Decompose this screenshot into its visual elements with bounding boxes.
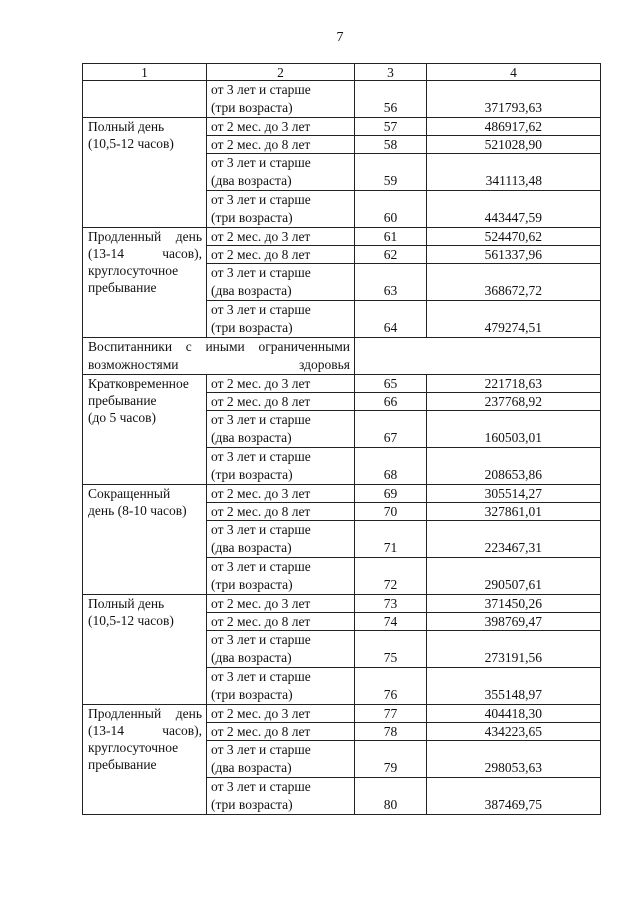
amount-cell: 355148,97 bbox=[427, 668, 601, 705]
amount-cell: 160503,01 bbox=[427, 411, 601, 448]
header-cell-4: 4 bbox=[427, 64, 601, 81]
table-row bbox=[83, 375, 601, 393]
amount-cell: 223467,31 bbox=[427, 521, 601, 558]
amount-cell: 368672,72 bbox=[427, 264, 601, 301]
section-empty-cell bbox=[355, 338, 601, 375]
table-row bbox=[83, 118, 601, 136]
row-number-cell: 73 bbox=[355, 595, 427, 613]
age-group-cell bbox=[207, 741, 355, 778]
row-number-cell: 65 bbox=[355, 375, 427, 393]
table-row bbox=[83, 228, 601, 246]
section-title-line: возможностями здоровья bbox=[88, 357, 350, 372]
amount-cell: 434223,65 bbox=[427, 723, 601, 741]
row-number-cell: 63 bbox=[355, 264, 427, 301]
age-group-line: от 2 мес. до 8 лет bbox=[211, 247, 311, 262]
amount-cell: 273191,56 bbox=[427, 631, 601, 668]
mode-cell bbox=[83, 118, 207, 228]
mode-line: Полный день bbox=[88, 119, 165, 134]
row-number-cell: 56 bbox=[355, 81, 427, 118]
amount-cell: 298053,63 bbox=[427, 741, 601, 778]
age-group-line: от 2 мес. до 3 лет bbox=[211, 486, 311, 501]
mode-line: Сокращенный bbox=[88, 486, 171, 501]
amount-cell: 341113,48 bbox=[427, 154, 601, 191]
section-row bbox=[83, 338, 601, 375]
age-group-line: от 2 мес. до 8 лет bbox=[211, 504, 311, 519]
age-group-line: (два возраста) bbox=[211, 173, 292, 188]
amount-cell: 404418,30 bbox=[427, 705, 601, 723]
age-group-line: (три возраста) bbox=[211, 797, 293, 812]
age-group-line: (два возраста) bbox=[211, 650, 292, 665]
amount-cell: 524470,62 bbox=[427, 228, 601, 246]
row-number-cell: 60 bbox=[355, 191, 427, 228]
age-group-line: от 2 мес. до 3 лет bbox=[211, 376, 311, 391]
age-group-line: (два возраста) bbox=[211, 430, 292, 445]
mode-cell bbox=[83, 485, 207, 595]
age-group-line: (два возраста) bbox=[211, 540, 292, 555]
age-group-line: от 3 лет и старше bbox=[211, 192, 311, 207]
age-group-line: от 3 лет и старше bbox=[211, 522, 311, 537]
page-number: 7 bbox=[336, 30, 344, 45]
age-group-cell bbox=[207, 631, 355, 668]
mode-line: круглосуточное bbox=[88, 263, 179, 278]
row-number-cell: 71 bbox=[355, 521, 427, 558]
age-group-cell bbox=[207, 118, 355, 136]
amount-cell: 290507,61 bbox=[427, 558, 601, 595]
mode-line: день (8-10 часов) bbox=[88, 503, 187, 518]
age-group-cell bbox=[207, 228, 355, 246]
header-cell-1: 1 bbox=[83, 64, 207, 81]
mode-line: Продленный день bbox=[88, 229, 202, 244]
header-row bbox=[83, 64, 601, 81]
amount-cell: 208653,86 bbox=[427, 448, 601, 485]
age-group-line: от 3 лет и старше bbox=[211, 632, 311, 647]
row-number-cell: 66 bbox=[355, 393, 427, 411]
age-group-cell bbox=[207, 264, 355, 301]
age-group-line: от 3 лет и старше bbox=[211, 155, 311, 170]
row-number-cell: 64 bbox=[355, 301, 427, 338]
mode-line: (10,5-12 часов) bbox=[88, 136, 174, 151]
row-number-cell: 76 bbox=[355, 668, 427, 705]
amount-cell: 398769,47 bbox=[427, 613, 601, 631]
age-group-line: от 3 лет и старше bbox=[211, 559, 311, 574]
row-number-cell: 69 bbox=[355, 485, 427, 503]
age-group-cell bbox=[207, 246, 355, 264]
mode-line: Полный день bbox=[88, 596, 165, 611]
age-group-line: от 2 мес. до 8 лет bbox=[211, 614, 311, 629]
mode-line: круглосуточное bbox=[88, 740, 179, 755]
mode-line: (10,5-12 часов) bbox=[88, 613, 174, 628]
age-group-line: (три возраста) bbox=[211, 577, 293, 592]
amount-cell: 237768,92 bbox=[427, 393, 601, 411]
age-group-line: (три возраста) bbox=[211, 687, 293, 702]
mode-cell bbox=[83, 228, 207, 338]
age-group-line: от 2 мес. до 8 лет bbox=[211, 137, 311, 152]
age-group-cell bbox=[207, 154, 355, 191]
table-row bbox=[83, 485, 601, 503]
row-number-cell: 59 bbox=[355, 154, 427, 191]
age-group-cell bbox=[207, 448, 355, 485]
age-group-line: от 3 лет и старше bbox=[211, 412, 311, 427]
section-title bbox=[83, 338, 355, 375]
age-group-line: от 2 мес. до 3 лет bbox=[211, 119, 311, 134]
age-group-line: от 2 мес. до 3 лет bbox=[211, 596, 311, 611]
amount-cell: 486917,62 bbox=[427, 118, 601, 136]
mode-line: пребывание bbox=[88, 393, 157, 408]
age-group-line: от 3 лет и старше bbox=[211, 779, 311, 794]
age-group-cell bbox=[207, 668, 355, 705]
age-group-line: от 2 мес. до 8 лет bbox=[211, 724, 311, 739]
age-group-line: от 2 мес. до 8 лет bbox=[211, 394, 311, 409]
row-number-cell: 80 bbox=[355, 778, 427, 815]
age-group-line: (три возраста) bbox=[211, 320, 293, 335]
row-number-cell: 57 bbox=[355, 118, 427, 136]
row-number-cell: 72 bbox=[355, 558, 427, 595]
age-group-line: от 3 лет и старше bbox=[211, 82, 311, 97]
mode-cell bbox=[83, 375, 207, 485]
amount-cell: 221718,63 bbox=[427, 375, 601, 393]
mode-line: (13-14 часов), bbox=[88, 246, 202, 261]
age-group-cell bbox=[207, 613, 355, 631]
age-group-line: (два возраста) bbox=[211, 283, 292, 298]
mode-line: Продленный день bbox=[88, 706, 202, 721]
age-group-line: (три возраста) bbox=[211, 467, 293, 482]
age-group-line: от 3 лет и старше bbox=[211, 265, 311, 280]
age-group-cell bbox=[207, 136, 355, 154]
row-number-cell: 61 bbox=[355, 228, 427, 246]
mode-cell bbox=[83, 81, 207, 118]
amount-cell: 521028,90 bbox=[427, 136, 601, 154]
age-group-cell bbox=[207, 411, 355, 448]
header-cell-3: 3 bbox=[355, 64, 427, 81]
age-group-cell bbox=[207, 81, 355, 118]
row-number-cell: 78 bbox=[355, 723, 427, 741]
row-number-cell: 68 bbox=[355, 448, 427, 485]
amount-cell: 443447,59 bbox=[427, 191, 601, 228]
row-number-cell: 58 bbox=[355, 136, 427, 154]
row-number-cell: 70 bbox=[355, 503, 427, 521]
amount-cell: 561337,96 bbox=[427, 246, 601, 264]
age-group-cell bbox=[207, 393, 355, 411]
age-group-cell bbox=[207, 705, 355, 723]
age-group-cell bbox=[207, 595, 355, 613]
row-number-cell: 67 bbox=[355, 411, 427, 448]
amount-cell: 327861,01 bbox=[427, 503, 601, 521]
age-group-cell bbox=[207, 191, 355, 228]
age-group-line: от 3 лет и старше bbox=[211, 742, 311, 757]
table-row bbox=[83, 81, 601, 118]
age-group-line: (два возраста) bbox=[211, 760, 292, 775]
mode-line: Кратковременное bbox=[88, 376, 189, 391]
age-group-cell bbox=[207, 301, 355, 338]
age-group-cell bbox=[207, 375, 355, 393]
table-row bbox=[83, 595, 601, 613]
age-group-line: от 3 лет и старше bbox=[211, 669, 311, 684]
mode-cell bbox=[83, 705, 207, 815]
amount-cell: 371793,63 bbox=[427, 81, 601, 118]
age-group-cell bbox=[207, 778, 355, 815]
section-title-line: Воспитанники с иными ограниченными bbox=[88, 339, 350, 354]
age-group-line: от 3 лет и старше bbox=[211, 449, 311, 464]
table-row bbox=[83, 705, 601, 723]
mode-line: пребывание bbox=[88, 280, 157, 295]
amount-cell: 479274,51 bbox=[427, 301, 601, 338]
row-number-cell: 79 bbox=[355, 741, 427, 778]
row-number-cell: 75 bbox=[355, 631, 427, 668]
amount-cell: 305514,27 bbox=[427, 485, 601, 503]
age-group-cell bbox=[207, 521, 355, 558]
row-number-cell: 77 bbox=[355, 705, 427, 723]
header-cell-2: 2 bbox=[207, 64, 355, 81]
amount-cell: 387469,75 bbox=[427, 778, 601, 815]
age-group-line: от 2 мес. до 3 лет bbox=[211, 229, 311, 244]
age-group-line: от 2 мес. до 3 лет bbox=[211, 706, 311, 721]
amount-cell: 371450,26 bbox=[427, 595, 601, 613]
age-group-cell bbox=[207, 723, 355, 741]
mode-line: (до 5 часов) bbox=[88, 410, 157, 425]
tariff-table bbox=[82, 63, 601, 815]
mode-cell bbox=[83, 595, 207, 705]
mode-line: (13-14 часов), bbox=[88, 723, 202, 738]
age-group-line: (три возраста) bbox=[211, 210, 293, 225]
age-group-line: от 3 лет и старше bbox=[211, 302, 311, 317]
age-group-cell bbox=[207, 485, 355, 503]
mode-line: пребывание bbox=[88, 757, 157, 772]
age-group-line: (три возраста) bbox=[211, 100, 293, 115]
row-number-cell: 74 bbox=[355, 613, 427, 631]
age-group-cell bbox=[207, 558, 355, 595]
row-number-cell: 62 bbox=[355, 246, 427, 264]
age-group-cell bbox=[207, 503, 355, 521]
